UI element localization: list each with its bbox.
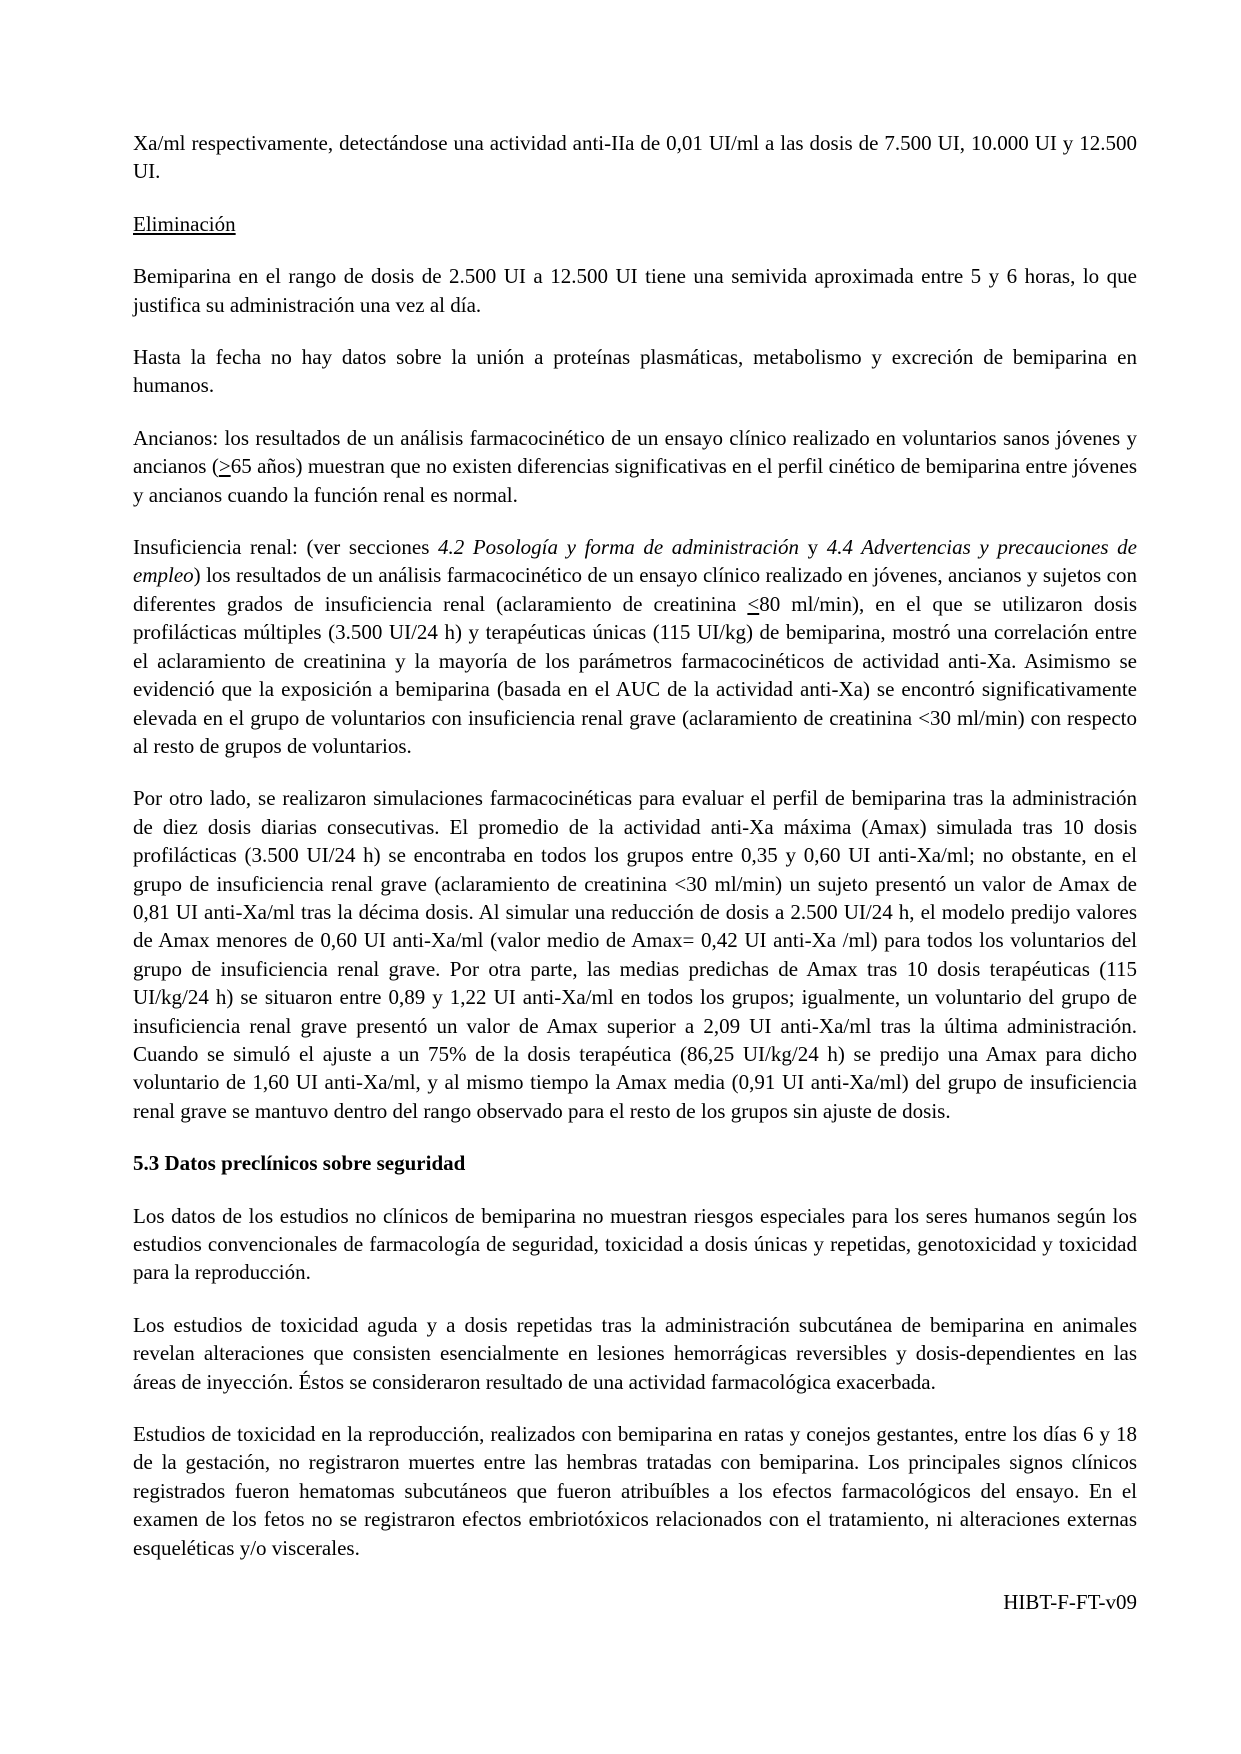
paragraph-toxicidad-aguda bbox=[133, 1311, 1137, 1396]
text-run: > bbox=[218, 454, 231, 479]
text-run: Ancianos: los resultados de un análisis farmacocinético de un ensayo clínico realizado en voluntarios sanos jóvenes y ancianos ( bbox=[133, 425, 1137, 479]
footer-code: HIBT-F-FT-v09 bbox=[1003, 1590, 1137, 1615]
text-run: 65 años) muestran que no existen diferencias significativas en el perfil cinético de bemiparina entre jóvenes y ancianos cuando la función renal es normal. bbox=[133, 454, 1137, 507]
paragraph-insuficiencia-renal bbox=[133, 533, 1137, 760]
heading-datos-preclinicos bbox=[133, 1149, 1137, 1177]
paragraph-estudios-no-clinicos bbox=[133, 1202, 1137, 1287]
text-run: y bbox=[798, 535, 827, 560]
paragraph-union-proteinas bbox=[133, 343, 1137, 400]
text-run: Insuficiencia renal: (ver secciones bbox=[133, 535, 438, 560]
text-run: Estudios de toxicidad en la reproducción, realizados con bemiparina en ratas y conejos gestantes, entre los días 6 y 18 de la gestación, no registraron muertes entre las hembras tratadas con bemiparina. Los principales signos clínicos registrados fueron hematomas subcutáneos que fueron atribuíbles a los efectos farmacológicos del ensayo. En el examen de los fetos no se registraron efectos embriotóxicos relacionados con el tratamiento, ni alteraciones externas esqueléticas y/o viscerales. bbox=[133, 1422, 1137, 1560]
text-run: < bbox=[747, 591, 760, 616]
text-run: Eliminación bbox=[133, 211, 236, 236]
paragraph-semivida bbox=[133, 262, 1137, 319]
text-run: 5.3 Datos preclínicos sobre seguridad bbox=[133, 1151, 466, 1176]
text-run: 80 ml/min), en el que se utilizaron dosis profilácticas múltiples (3.500 UI/24 h) y terapéuticas únicas (115 UI/kg) de bemiparina, mostró una correlación entre el aclaramiento de creatinina y la mayoría de los parámetros farmacocinéticos de actividad anti-Xa. Asimismo se evidenció que la exposición a bemiparina (basada en el AUC de la actividad anti-Xa) se encontró significativamente elevada en el grupo de voluntarios con insuficiencia renal grave (aclaramiento de creatinina <30 ml/min) con respecto al resto de grupos de voluntarios. bbox=[133, 591, 1137, 758]
heading-eliminacion bbox=[133, 210, 1137, 238]
text-run: Los estudios de toxicidad aguda y a dosis repetidas tras la administración subcutánea de bemiparina en animales revelan alteraciones que consisten esencialmente en lesiones hemorrágicas reversibles y dosis-dependientes en las áreas de inyección. Éstos se consideraron resultado de una actividad farmacológica exacerbada. bbox=[133, 1312, 1137, 1394]
text-run: 4.4 Advertencias y precauciones de empleo bbox=[133, 535, 1137, 588]
text-run: Los datos de los estudios no clínicos de bemiparina no muestran riesgos especiales para los seres humanos según los estudios convencionales de farmacología de seguridad, toxicidad a dosis únicas y repetidas, genotoxicidad y toxicidad para la reproducción. bbox=[133, 1203, 1137, 1285]
text-run: Xa/ml respectivamente, detectándose una actividad anti-IIa de 0,01 UI/ml a las dosis de 7.500 UI, 10.000 UI y 12.500 UI. bbox=[133, 131, 1137, 184]
text-run: 4.2 Posología y forma de administración bbox=[437, 535, 799, 560]
paragraph-ancianos bbox=[133, 424, 1137, 509]
text-run: Bemiparina en el rango de dosis de 2.500 UI a 12.500 UI tiene una semivida aproximada entre 5 y 6 horas, lo que justifica su administración una vez al día. bbox=[133, 264, 1137, 317]
paragraph-toxicidad-reproduccion bbox=[133, 1420, 1137, 1562]
paragraph-simulaciones bbox=[133, 784, 1137, 1125]
text-run: Hasta la fecha no hay datos sobre la unión a proteínas plasmáticas, metabolismo y excreción de bemiparina en humanos. bbox=[133, 345, 1137, 398]
text-run: ) los resultados de un análisis farmacocinético de un ensayo clínico realizado en jóvenes, ancianos y sujetos con diferentes grados de insuficiencia renal (aclaramiento de creatinina bbox=[133, 563, 1137, 616]
text-run: Por otro lado, se realizaron simulaciones farmacocinéticas para evaluar el perfil de bemiparina tras la administración de diez dosis diarias consecutivas. El promedio de la actividad anti-Xa máxima (Amax) simulada tras 10 dosis profilácticas (3.500 UI/24 h) se encontraba en todos los grupos entre 0,35 y 0,60 UI anti-Xa/ml; no obstante, en el grupo de insuficiencia renal grave (aclaramiento de creatinina <30 ml/min) un sujeto presentó un valor de Amax de 0,81 UI anti-Xa/ml tras la décima dosis. Al simular una reducción de dosis a 2.500 UI/24 h, el modelo predijo valores de Amax menores de 0,60 UI anti-Xa/ml (valor medio de Amax= 0,42 UI anti-Xa /ml) para todos los voluntarios del grupo de insuficiencia renal grave. Por otra parte, las medias predichas de Amax tras 10 dosis terapéuticas (115 UI/kg/24 h) se situaron entre 0,89 y 1,22 UI anti-Xa/ml en todos los grupos; igualmente, un voluntario del grupo de insuficiencia renal grave presentó un valor de Amax superior a 2,09 UI anti-Xa/ml tras la última administración. Cuando se simuló el ajuste a un 75% de la dosis terapéutica (86,25 UI/kg/24 h) se predijo una Amax para dicho voluntario de 1,60 UI anti-Xa/ml, y al mismo tiempo la Amax media (0,91 UI anti-Xa/ml) del grupo de insuficiencia renal grave se mantuvo dentro del rango observado para el resto de los grupos sin ajuste de dosis. bbox=[133, 786, 1137, 1123]
paragraph-anti-iia bbox=[133, 129, 1137, 186]
